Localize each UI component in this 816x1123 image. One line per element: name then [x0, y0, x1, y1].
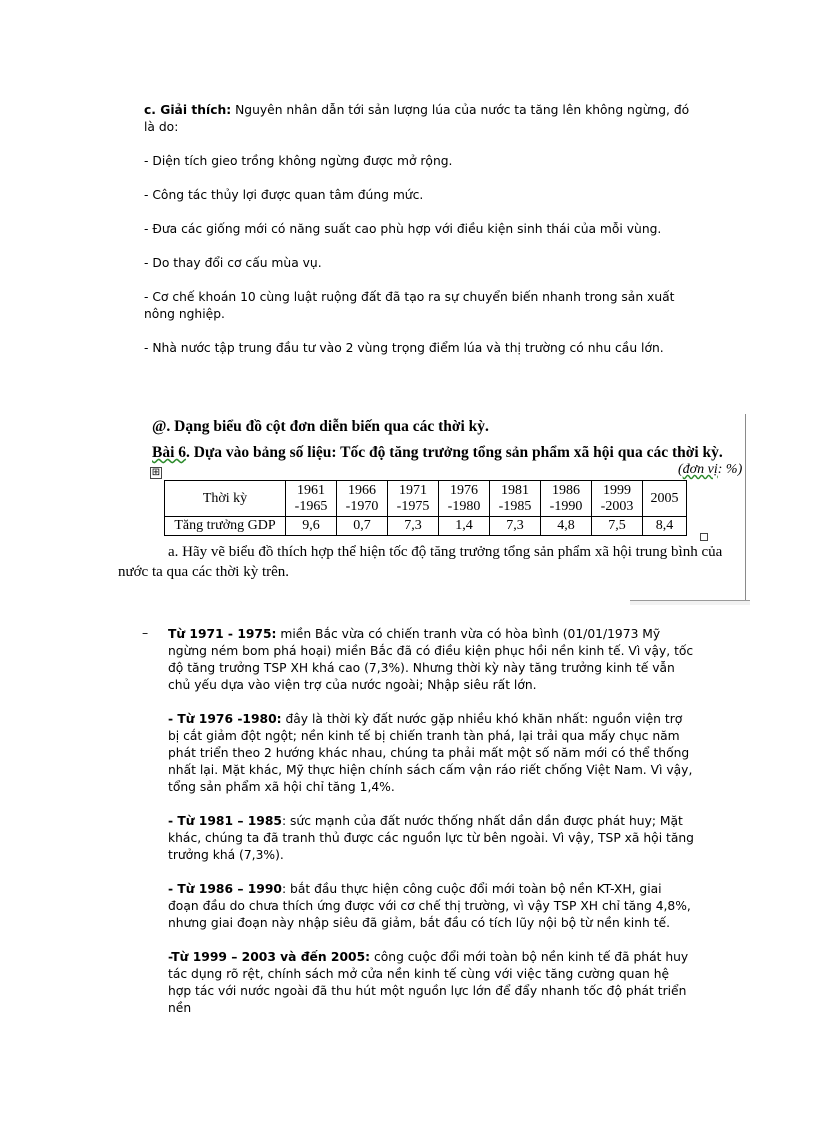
table-value-cell: 9,6 [286, 517, 337, 536]
table-period-cell: 2005 [643, 481, 687, 517]
table-value-cell: 1,4 [439, 517, 490, 536]
exercise-number: Bài 6 [152, 444, 187, 461]
period-label: -Từ 1999 – 2003 và đến 2005: [168, 950, 371, 964]
period-label: - Từ 1986 – 1990 [168, 882, 282, 896]
table-period-cell: 1966 -1970 [337, 481, 388, 517]
exercise-heading [152, 444, 723, 462]
period-paragraph [168, 949, 696, 1017]
table-resize-handle [700, 533, 708, 541]
list-bullet: – [142, 626, 149, 640]
gdp-growth-table [164, 480, 687, 536]
table-value-cell: 4,8 [541, 517, 592, 536]
period-label: - Từ 1981 – 1985 [168, 814, 282, 828]
reason-item: - Cơ chế khoán 10 cùng luật ruộng đất đã tạo ra sự chuyển biến nhanh trong sản xuất nông nghiệp. [144, 290, 675, 321]
table-row [165, 517, 687, 536]
period-text: : sức mạnh của đất nước thống nhất dần dần được phát huy; Mặt khác, chúng ta đã tranh thủ được các nguồn lực từ bên ngoài. Vì vậy, TSP xã hội tăng trưởng khá (7,3%). [168, 814, 694, 862]
table-value-cell: 7,3 [388, 517, 439, 536]
reason-item: - Nhà nước tập trung đầu tư vào 2 vùng trọng điểm lúa và thị trường có nhu cầu lớn. [144, 341, 664, 355]
period-label: - Từ 1976 -1980: [168, 712, 282, 726]
table-value-cell: 8,4 [643, 517, 687, 536]
table-period-cell: 1961 -1965 [286, 481, 337, 517]
table-period-cell: 1976 -1980 [439, 481, 490, 517]
table-period-cell: 1981 -1985 [490, 481, 541, 517]
period-text: : bắt đầu thực hiện công cuộc đổi mới toàn bộ nền KT-XH, giai đoạn đầu do chưa thích ứng được với cơ chế thị trường, vì vậy TSP XH chỉ tăng 4,8%, nhưng giai đoạn này nhập siêu đã giảm, bắt đầu có tích lũy nội bộ từ nền kinh tế. [168, 882, 691, 930]
table-header-cell: Thời kỳ [165, 481, 286, 517]
table-value-cell: 7,5 [592, 517, 643, 536]
unit-label: (đơn vị: %) [678, 462, 743, 477]
section-c-intro [144, 102, 692, 136]
period-text: đây là thời kỳ đất nước gặp nhiều khó khăn nhất: nguồn viện trợ bị cắt giảm đột ngột; nền kinh tế bị chiến tranh tàn phá, lại trải qua mấy chục năm phát triển theo 2 hướng khác nhau, chúng ta phải mất một số năm mới có thể thống nhất lại. Mặt khác, Mỹ thực hiện chính sách cấm vận ráo riết chống Việt Nam. Vì vậy, tổng sản phẩm xã hội chỉ tăng 1,4%. [168, 712, 693, 794]
table-move-handle-icon: ⊞ [151, 467, 161, 478]
period-paragraph [168, 626, 696, 694]
period-paragraph [168, 881, 696, 932]
period-paragraph [168, 711, 696, 796]
period-label: Từ 1971 - 1975: [168, 627, 277, 641]
image-edge [630, 600, 750, 605]
period-text: miền Bắc vừa có chiến tranh vừa có hòa bình (01/01/1973 Mỹ ngừng ném bom phá hoại) miền Bắc đã có điều kiện phục hồi nền kinh tế. Vì vậy, tốc độ tăng trưởng TSP XH khá cao (7,3%). Nhưng thời kỳ này tăng trưởng kinh tế vẫn chủ yếu dựa vào viện trợ của nước ngoài; Nhập siêu rất lớn. [168, 627, 694, 692]
section-c [144, 102, 692, 357]
reason-item: - Diện tích gieo trồng không ngừng được mở rộng. [144, 154, 453, 168]
section-c-heading: c. Giải thích: [144, 103, 232, 117]
table-value-cell: 0,7 [337, 517, 388, 536]
reason-item: - Đưa các giống mới có năng suất cao phù hợp với điều kiện sinh thái của mỗi vùng. [144, 222, 662, 236]
reason-item: - Do thay đổi cơ cấu mùa vụ. [144, 256, 322, 270]
table-period-cell: 1999 -2003 [592, 481, 643, 517]
section-c-intro-text: Nguyên nhân dẫn tới sản lượng lúa của nước ta tăng lên không ngừng, đó là do: [144, 103, 690, 134]
table-row [165, 481, 687, 517]
exercise-question: a. Hãy vẽ biểu đồ thích hợp thể hiện tốc độ tăng trưởng tổng sản phẩm xã hội trung bình của nước ta qua các thời kỳ trên. [118, 544, 723, 580]
table-value-cell: 7,3 [490, 517, 541, 536]
period-explanations [168, 626, 696, 1017]
period-text: công cuộc đổi mới toàn bộ nền kinh tế đã phát huy tác dụng rõ rệt, chính sách mở cửa nền kinh tế cùng với việc tăng cường quan hệ hợp tác với nước ngoài đã thu hút một nguồn lực lớn để đẩy nhanh tốc độ phát triển nền [168, 950, 689, 1015]
table-period-cell: 1971 -1975 [388, 481, 439, 517]
embedded-table-image [110, 410, 756, 610]
reason-item: - Công tác thủy lợi được quan tâm đúng mức. [144, 188, 424, 202]
exercise-title: . Dựa vào bảng số liệu: Tốc độ tăng trưởng tổng sản phẩm xã hội qua các thời kỳ. [186, 444, 723, 461]
period-paragraph [168, 813, 696, 864]
table-period-cell: 1986 -1990 [541, 481, 592, 517]
table-header-cell: Tăng trưởng GDP [165, 517, 286, 536]
chart-type-heading: @. Dạng biểu đồ cột đơn diễn biến qua các thời kỳ. [152, 418, 489, 435]
